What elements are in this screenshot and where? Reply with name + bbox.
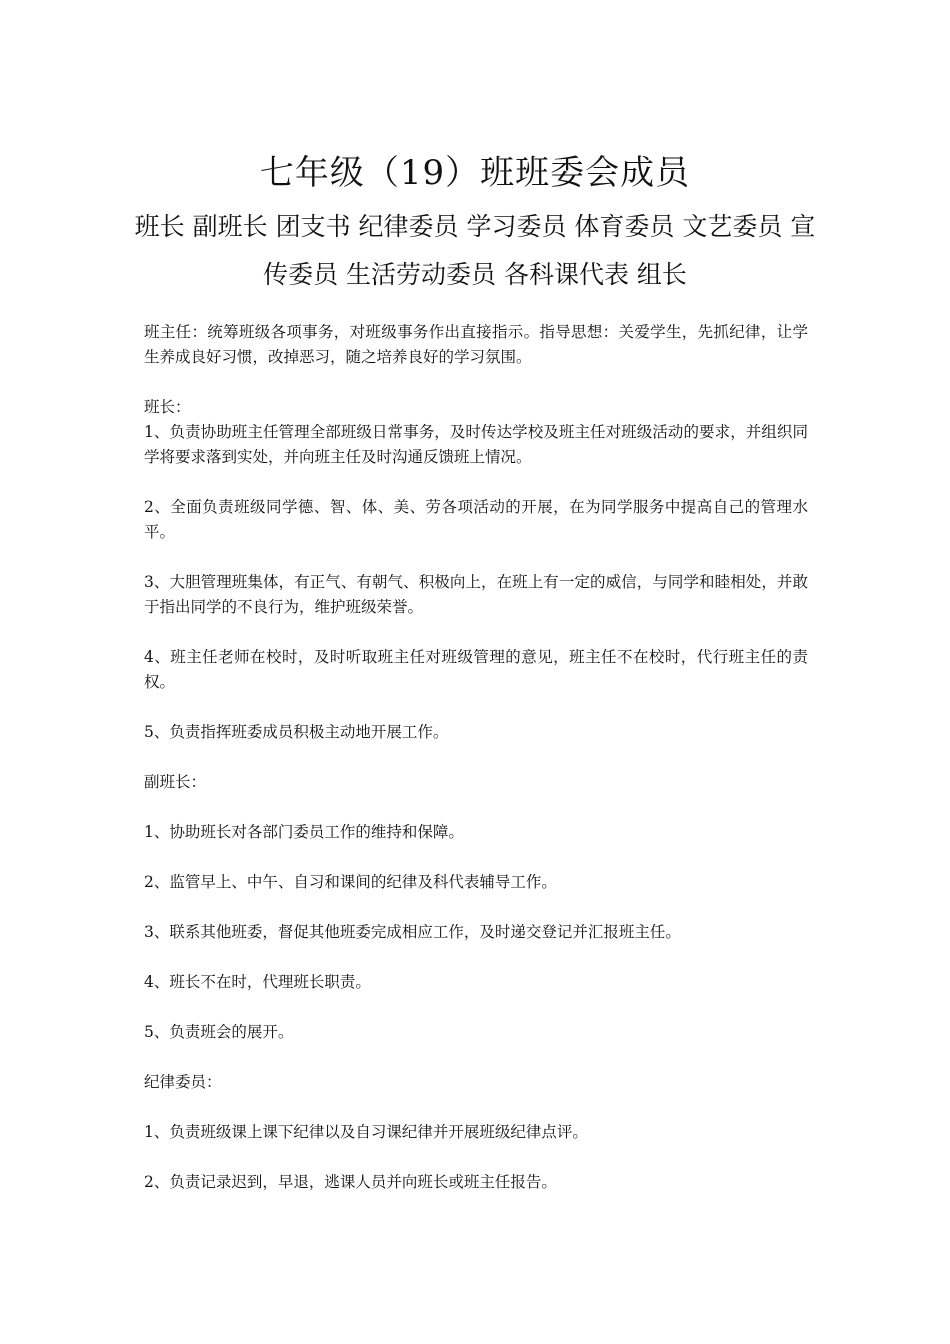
vice-monitor-heading: 副班长： [144, 773, 207, 791]
vice-monitor-item: 1、协助班长对各部门委员工作的维持和保障。 [144, 823, 464, 841]
document-body [144, 320, 808, 1195]
monitor-item: 1、负责协助班主任管理全部班级日常事务，及时传达学校及班主任对班级活动的要求，并组织同学将要求落到实处，并向班主任及时沟通反馈班上情况。 [144, 423, 808, 466]
discipline-heading: 纪律委员： [144, 1073, 222, 1091]
roles-list: 班长 副班长 团支书 纪律委员 学习委员 体育委员 文艺委员 宣传委员 生活劳动委员 各科课代表 组长 [134, 212, 816, 289]
head-teacher-paragraph: 班主任：统筹班级各项事务，对班级事务作出直接指示。指导思想：关爱学生，先抓纪律，让学生养成良好习惯，改掉恶习，随之培养良好的学习氛围。 [144, 323, 808, 366]
monitor-heading: 班长： [144, 398, 191, 416]
vice-monitor-item: 2、监管早上、中午、自习和课间的纪律及科代表辅导工作。 [144, 873, 557, 891]
vice-monitor-item: 4、班长不在时，代理班长职责。 [144, 973, 371, 991]
vice-monitor-item: 3、联系其他班委，督促其他班委完成相应工作，及时递交登记并汇报班主任。 [144, 923, 681, 941]
monitor-item: 3、大胆管理班集体，有正气、有朝气、积极向上，在班上有一定的威信，与同学和睦相处，并敢于指出同学的不良行为，维护班级荣誉。 [144, 573, 808, 616]
discipline-item: 2、负责记录迟到，早退，逃课人员并向班长或班主任报告。 [144, 1173, 557, 1191]
monitor-item: 5、负责指挥班委成员积极主动地开展工作。 [144, 723, 449, 741]
document-title: 七年级（19）班班委会成员 [259, 153, 691, 193]
vice-monitor-item: 5、负责班会的展开。 [144, 1023, 294, 1041]
discipline-item: 1、负责班级课上课下纪律以及自习课纪律并开展班级纪律点评。 [144, 1123, 588, 1141]
monitor-item: 4、班主任老师在校时，及时听取班主任对班级管理的意见，班主任不在校时，代行班主任的责权。 [144, 648, 808, 691]
monitor-item: 2、全面负责班级同学德、智、体、美、劳各项活动的开展，在为同学服务中提高自己的管理水平。 [144, 498, 808, 541]
